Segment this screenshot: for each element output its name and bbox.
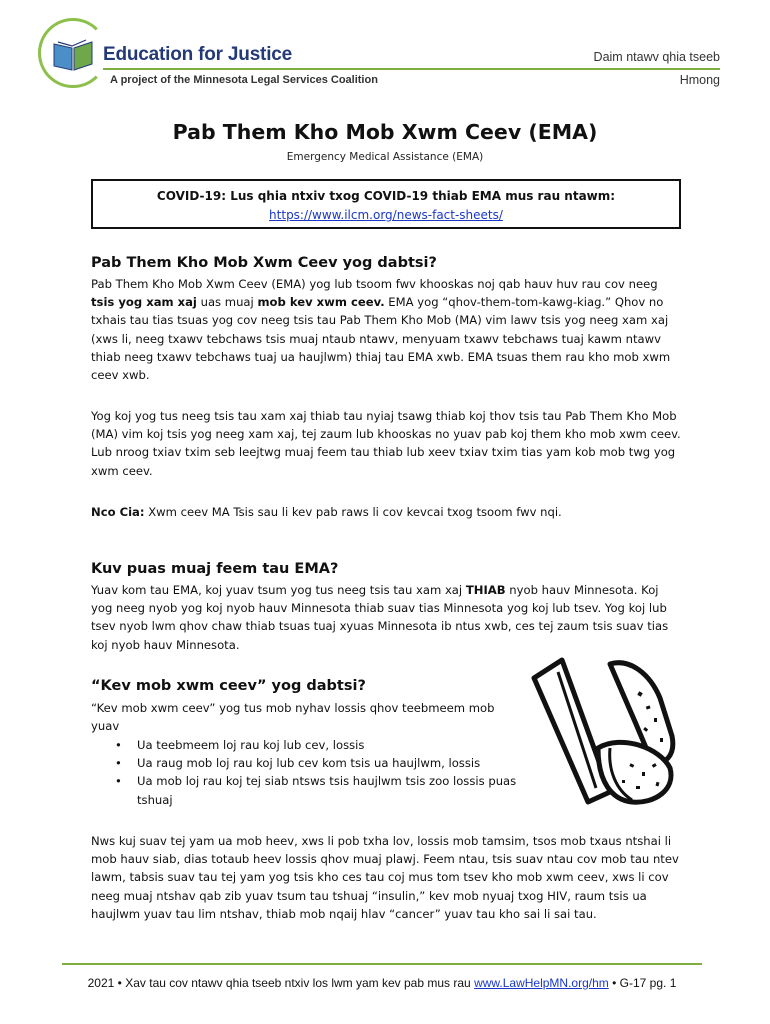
list-item xyxy=(91,736,521,754)
footer-text: Xav tau cov ntawv qhia tseeb ntxiv los lwm yam kev pab mus rau xyxy=(125,976,471,990)
footer-year: 2021 xyxy=(87,976,115,990)
bold-text: THIAB xyxy=(465,583,506,597)
covid-notice-text: COVID-19: Lus qhia ntxiv txog COVID-19 thiab EMA mus rau ntawm: xyxy=(156,189,616,203)
page-title: Pab Them Kho Mob Xwm Ceev (EMA) xyxy=(172,120,598,144)
section3-paragraph2: Nws kuj suav tej yam ua mob heev, xws li pob txha lov, lossis mob tamsim, tsos mob txaus ntshai li mob hauv siab, dias totaub heev lossis qhov muaj plawj. Feem ntau, tsis suav ntau cov mob tau ntev lawm, tabsis suav tau tej yam yog tsis kho ces tau coj mus tom tsev kho mob xwm ceev, xws li cov neeg muaj ntshav qab zib yuav tsum tau tshuaj “insulin,” kev mob nyuaj txog HIV, raum tsis ua haujlwm yuav tau lim ntshav, thiab mob nqaij hlav “cancer” yuav tau kho sai li sai tau. xyxy=(91,834,679,921)
bullet-glyph: • xyxy=(115,756,122,771)
fact-sheet-label: Daim ntawv qhia tseeb xyxy=(593,50,720,64)
footer-divider xyxy=(62,963,702,965)
text-run: uas muaj xyxy=(196,295,258,310)
note-label: Nco Cia: xyxy=(91,505,145,519)
bullet-glyph: • xyxy=(115,738,122,752)
bold-text: tsis yog xam xaj xyxy=(91,295,197,310)
page-header xyxy=(0,0,770,100)
text-run: Yuav kom tau EMA, koj yuav tsum yog tus neeg tsis tau xam xaj xyxy=(91,583,466,597)
section2-paragraph xyxy=(91,581,681,654)
section-heading-what-is-ema: Pab Them Kho Mob Xwm Ceev yog dabtsi? xyxy=(91,255,437,271)
text-run: EMA yog “qhov-them-tom-kawg-kiag.” Qhov no txhais tau tias tsuas yog cov neeg tsis tau Pab Them Kho Mob (MA) vim lawv tsis yog neeg xam xaj (xws li, neeg txawv tebchaws tsis muaj ntaub ntawv, menyuam txawv tebchaws tuaj kawm ntawv thiab neeg txawv tebchaws tuaj ua haujlwm) thiaj tau EMA xwb. EMA tsuas them rau kho mob xwm ceev xwb. xyxy=(91,295,671,383)
arm-cast-sling-illustration xyxy=(526,652,676,812)
covid-notice-box xyxy=(91,179,681,229)
section3-intro: “Kev mob xwm ceev” yog tus mob nyhav lossis qhov teebmeem mob yuav xyxy=(91,701,495,734)
open-book-icon xyxy=(52,38,94,72)
list-item xyxy=(91,754,521,772)
list-item-text: Ua teebmeem loj rau koj lub cev, lossis xyxy=(137,738,365,752)
text-run: nyob hauv Minnesota. Koj yog neeg nyob yog koj nyob hauv Minnesota thiab suav tias Minnesota yog koj lub tsev. Yog koj lub tsev nyob lwm qhov chaw thiab tsuas tuaj xyuas Minnesota ib ntus xwb, ces tej zaum tsis suav tias koj nyob hauv Minnesota. xyxy=(91,583,669,652)
page-footer xyxy=(62,976,702,990)
note-paragraph xyxy=(91,503,681,521)
footer-link[interactable]: www.LawHelpMN.org/hm xyxy=(474,976,609,990)
list-item-text: Ua raug mob loj rau koj lub cev kom tsis ua haujlwm, lossis xyxy=(137,756,481,771)
page-subtitle: Emergency Medical Assistance (EMA) xyxy=(286,151,484,163)
covid-link[interactable]: https://www.ilcm.org/news-fact-sheets/ xyxy=(269,208,503,222)
note-text: Xwm ceev MA Tsis sau li kev pab raws li cov kevcai txog tsoom fwv nqi. xyxy=(144,505,562,519)
brand-subtitle: A project of the Minnesota Legal Services Coalition xyxy=(110,74,378,86)
header-divider xyxy=(103,68,720,70)
text-run: Pab Them Kho Mob Xwm Ceev (EMA) yog lub tsoom fwv khooskas noj qab hauv huv rau cov neeg xyxy=(91,277,658,291)
brand-name: Education for Justice xyxy=(103,44,293,65)
footer-separator: • xyxy=(612,976,617,990)
footer-separator: • xyxy=(117,976,122,990)
bold-text: mob kev xwm ceev. xyxy=(257,295,385,310)
section-heading-medical-emergency: “Kev mob xwm ceev” yog dabtsi? xyxy=(91,678,366,694)
list-item-text: Ua mob loj rau koj tej siab ntsws tsis haujlwm tsis zoo lossis puas tshuaj xyxy=(137,774,517,807)
section-heading-eligibility: Kuv puas muaj feem tau EMA? xyxy=(91,561,339,577)
section1-paragraph2: Yog koj yog tus neeg tsis tau xam xaj thiab tau nyiaj tsawg thiab koj thov tsis tau Pab Them Kho Mob (MA) vim koj tsis yog neeg xam xaj, tej zaum lub khooskas no yuav pab koj them kho mob xwm ceev. Lub nroog txiav txim seb leejtwg muaj feem tau thiab lub xeev txiav txim tias yam kob mob twg yog xwm ceev. xyxy=(91,409,681,478)
footer-page-number: G-17 pg. 1 xyxy=(619,976,677,990)
list-item xyxy=(91,772,521,808)
section1-paragraph1 xyxy=(91,275,681,384)
language-label: Hmong xyxy=(679,73,720,87)
emergency-criteria-list xyxy=(91,736,521,809)
bullet-glyph: • xyxy=(115,774,122,789)
